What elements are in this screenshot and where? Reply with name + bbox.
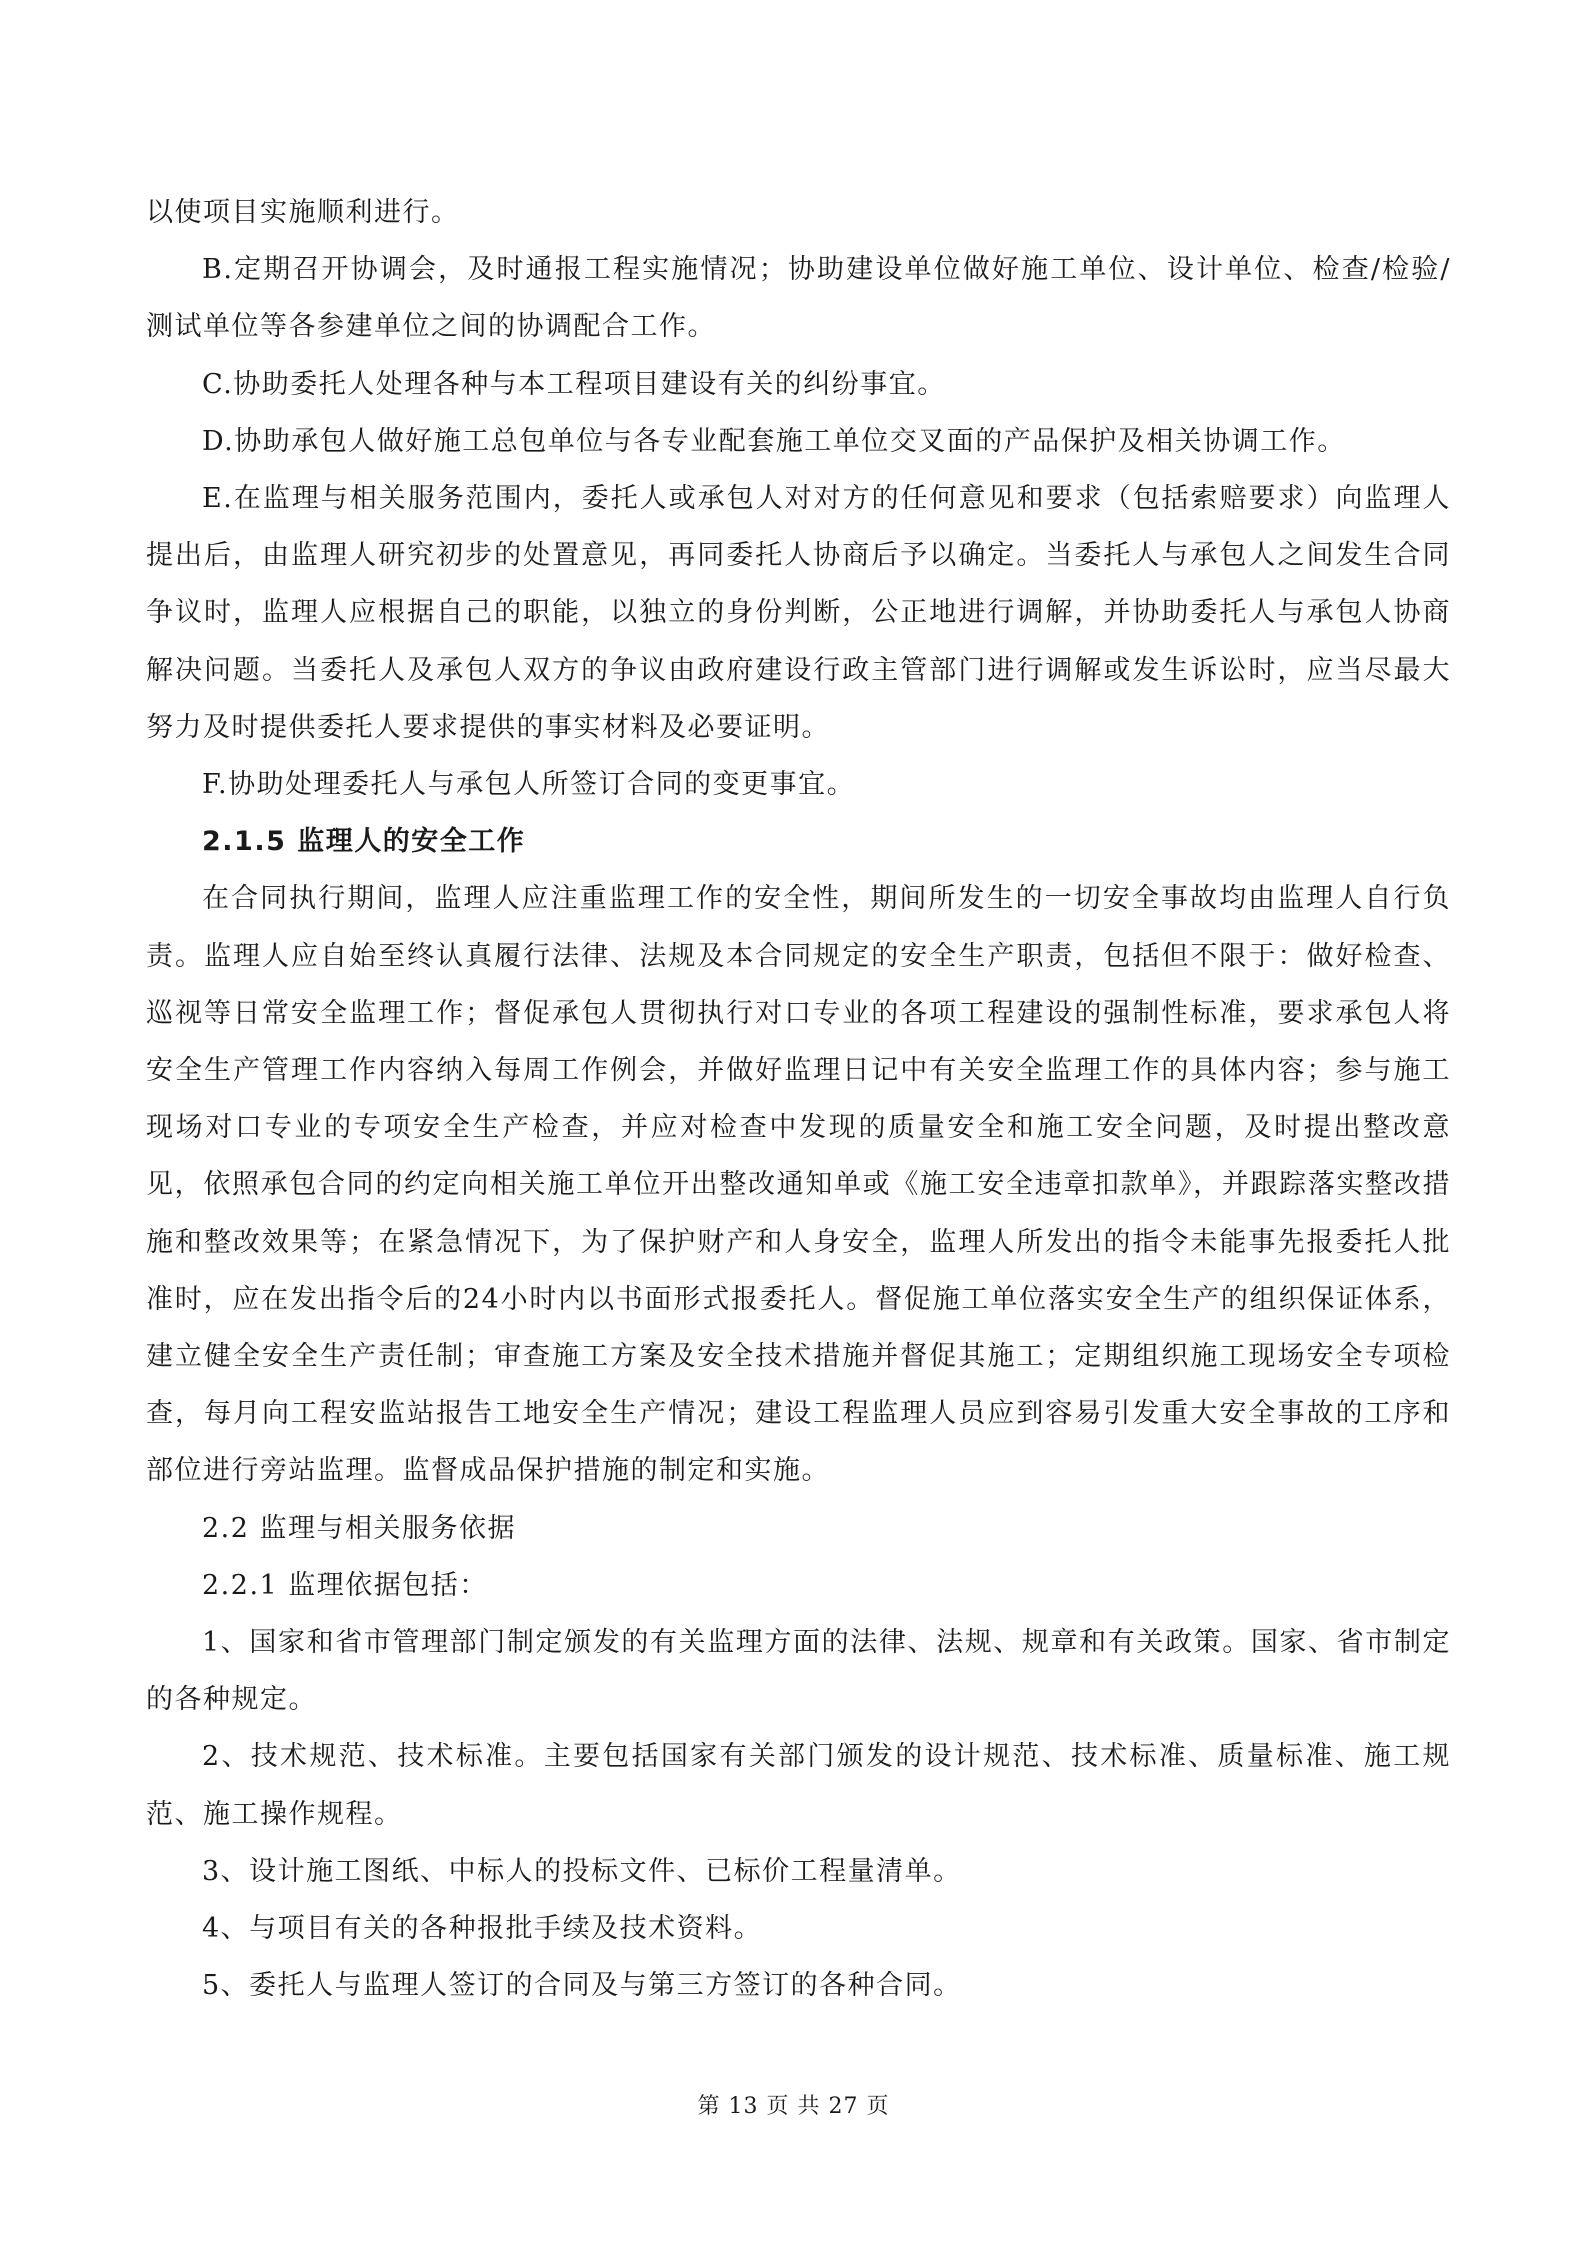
- section-heading-2-2-1: 2.2.1 监理依据包括：: [202, 1569, 488, 1601]
- paragraph-continuation: 以使项目实施顺利进行。: [146, 197, 460, 228]
- list-item-3: 3、设计施工图纸、中标人的投标文件、已标价工程量清单。: [202, 1855, 962, 1887]
- list-item-1: 1、国家和省市管理部门制定颁发的有关监理方面的法律、法规、规章和有关政策。国家、省市制定的各种规定。: [146, 1627, 1451, 1716]
- page-footer: 第 13 页 共 27 页: [697, 2094, 890, 2119]
- section-heading-2-1-5: 2.1.5 监理人的安全工作: [202, 826, 526, 858]
- paragraph-item-b: B.定期召开协调会，及时通报工程实施情况；协助建设单位做好施工单位、设计单位、检查/检验/测试单位等各参建单位之间的协调配合工作。: [146, 254, 1451, 343]
- paragraph-item-e: E.在监理与相关服务范围内，委托人或承包人对对方的任何意见和要求（包括索赔要求）向监理人提出后，由监理人研究初步的处置意见，再同委托人协商后予以确定。当委托人与承包人之间发生合同争议时，监理人应根据自己的职能，以独立的身份判断，公正地进行调解，并协助委托人与承包人协商解决问题。当委托人及承包人双方的争议由政府建设行政主管部门进行调解或发生诉讼时，应当尽最大努力及时提供委托人要求提供的事实材料及必要证明。: [146, 483, 1451, 743]
- paragraph-item-f: F.协助处理委托人与承包人所签订合同的变更事宜。: [202, 769, 856, 801]
- paragraph-item-d: D.协助承包人做好施工总包单位与各专业配套施工单位交叉面的产品保护及相关协调工作。: [202, 425, 1346, 457]
- paragraph-item-c: C.协助委托人处理各种与本工程项目建设有关的纠纷事宜。: [202, 368, 946, 400]
- list-item-5: 5、委托人与监理人签订的合同及与第三方签订的各种合同。: [202, 1970, 962, 2002]
- document-body: [146, 184, 1451, 2015]
- list-item-2: 2、技术规范、技术标准。主要包括国家有关部门颁发的设计规范、技术标准、质量标准、施工规范、施工操作规程。: [146, 1741, 1451, 1830]
- paragraph-safety-work: 在合同执行期间，监理人应注重监理工作的安全性，期间所发生的一切安全事故均由监理人自行负责。监理人应自始至终认真履行法律、法规及本合同规定的安全生产职责，包括但不限于：做好检查、巡视等日常安全监理工作；督促承包人贯彻执行对口专业的各项工程建设的强制性标准，要求承包人将安全生产管理工作内容纳入每周工作例会，并做好监理日记中有关安全监理工作的具体内容；参与施工现场对口专业的专项安全生产检查，并应对检查中发现的质量安全和施工安全问题，及时提出整改意见，依照承包合同的约定向相关施工单位开出整改通知单或《施工安全违章扣款单》，并跟踪落实整改措施和整改效果等；在紧急情况下，为了保护财产和人身安全，监理人所发出的指令未能事先报委托人批准时，应在发出指令后的24小时内以书面形式报委托人。督促施工单位落实安全生产的组织保证体系，建立健全安全生产责任制；审查施工方案及安全技术措施并督促其施工；定期组织施工现场安全专项检查，每月向工程安监站报告工地安全生产情况；建设工程监理人员应到容易引发重大安全事故的工序和部位进行旁站监理。监督成品保护措施的制定和实施。: [146, 883, 1451, 1487]
- list-item-4: 4、与项目有关的各种报批手续及技术资料。: [202, 1913, 763, 1945]
- section-heading-2-2: 2.2 监理与相关服务依据: [202, 1512, 517, 1544]
